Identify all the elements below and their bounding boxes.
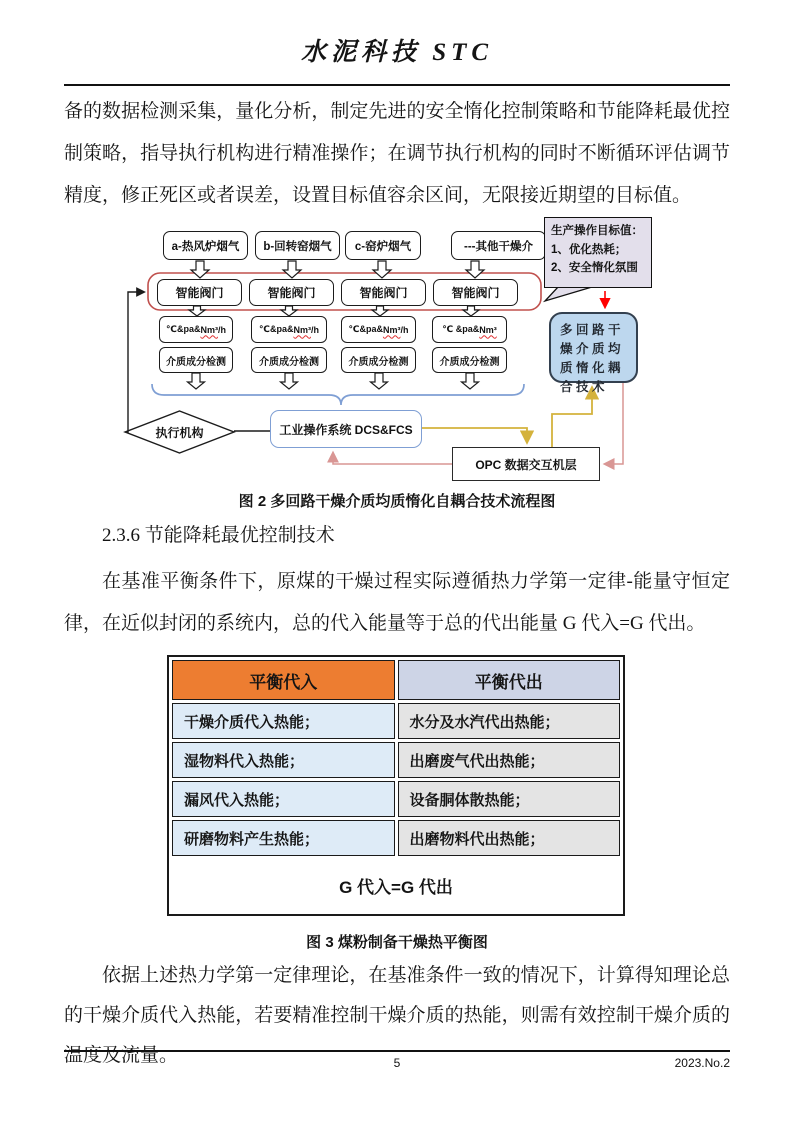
dcs-system-box: 工业操作系统 DCS&FCS [270, 410, 422, 448]
paragraph-2: 在基准平衡条件下，原煤的干燥过程实际遵循热力学第一定律-能量守恒定律，在近似封闭的系统内，总的代入能量等于总的代出能量 G 代入=G 代出。 [64, 571, 730, 634]
sensor-unit-label: /h [310, 324, 319, 335]
smart-valve-box-3: 智能阀门 [341, 279, 426, 306]
table-header-balance-in: 平衡代入 [172, 660, 395, 700]
source-box-rotary-kiln-gas: b-回转窑烟气 [255, 231, 340, 260]
table-cell: 研磨物料产生热能； [172, 820, 395, 856]
sensor-label: ℃&pa& [166, 324, 201, 334]
smart-valve-box-4: 智能阀门 [433, 279, 518, 306]
heat-balance-table [167, 655, 625, 916]
table-cell: 出磨物料代出热能； [398, 820, 621, 856]
sensor-nm-label: Nm³ [479, 324, 497, 335]
page-content [64, 0, 730, 1076]
sensor-box-4 [432, 316, 507, 343]
opc-to-dcs-line [333, 453, 452, 464]
composition-box-4: 介质成分检测 [432, 347, 507, 373]
journal-title: 水泥科技 STC [300, 39, 494, 66]
paragraph-3: 依据上述热力学第一定律理论，在基准条件一致的情况下，计算得知理论总的干燥介质代入热能，若要精准控制干燥介质的热能，则需有效控制干燥介质的温度及流量。 [64, 965, 730, 1066]
sensor-nm-label: Nm³ [293, 324, 311, 335]
sensor-unit-label: /h [400, 324, 409, 335]
table-cell: 干燥介质代入热能； [172, 703, 395, 739]
tech-to-opc-line [605, 383, 623, 464]
table-cell: 出磨废气代出热能； [398, 742, 621, 778]
sensor-box-1 [159, 316, 233, 343]
sensor-label: ℃&pa& [348, 324, 383, 334]
table-header-balance-out: 平衡代出 [398, 660, 621, 700]
header-rule [64, 84, 730, 86]
section-heading: 2.3.6 节能降耗最优控制技术 [102, 525, 335, 546]
figure2-flowchart [64, 217, 730, 485]
sensor-box-2 [251, 316, 327, 343]
composition-box-1: 介质成分检测 [159, 347, 233, 373]
sensor-label: ℃ &pa& [442, 324, 480, 334]
table-cell: 漏风代入热能； [172, 781, 395, 817]
sensor-box-3 [341, 316, 416, 343]
paragraph-1: 备的数据检测采集，量化分析，制定先进的安全惰化控制策略和节能降耗最优控制策略，指导执行机构进行精准操作；在调节执行机构的同时不断循环评估调节精度，修正死区或者误差，设置目标值容余区间，无限接近期望的目标值。 [64, 101, 730, 206]
composition-box-3: 介质成分检测 [341, 347, 416, 373]
actuator-label: 执行机构 [155, 425, 204, 440]
table-cell: 湿物料代入热能； [172, 742, 395, 778]
sensor-unit-label: /h [217, 324, 226, 335]
composition-box-2: 介质成分检测 [251, 347, 327, 373]
source-box-kiln-gas: c-窑炉烟气 [345, 231, 421, 260]
figure3-caption: 图 3 煤粉制备干燥热平衡图 [306, 934, 488, 951]
production-target-callout [544, 217, 652, 288]
dcs-to-opc-line [422, 428, 527, 442]
page-number: 5 [393, 1056, 401, 1070]
issue-number: 2023.No.2 [674, 1056, 730, 1070]
callout-title: 生产操作目标值： [551, 225, 643, 237]
source-box-hot-stove-gas: a-热风炉烟气 [163, 231, 248, 260]
source-box-other-medium: ---其他干燥介 [451, 231, 546, 260]
opc-layer-box: OPC 数据交互机层 [452, 447, 600, 481]
coupling-technology-box: 多回路干燥介质均质惰化耦合技术 [549, 312, 638, 383]
table-cell: 水分及水汽代出热能； [398, 703, 621, 739]
callout-item-1: 1、优化热耗； [551, 243, 627, 256]
sensor-label: ℃&pa& [259, 324, 294, 334]
smart-valve-box-1: 智能阀门 [157, 279, 242, 306]
callout-item-2: 2、安全惰化氛围 [551, 262, 638, 275]
page-footer [64, 1050, 730, 1074]
sensor-nm-label: Nm³ [200, 324, 218, 335]
smart-valve-box-2: 智能阀门 [249, 279, 334, 306]
table-footer-equation: G 代入=G 代出 [172, 859, 620, 911]
sensor-nm-label: Nm³ [382, 324, 401, 335]
figure2-caption: 图 2 多回路干燥介质均质惰化自耦合技术流程图 [238, 493, 556, 510]
table-cell: 设备胴体散热能； [398, 781, 621, 817]
callout-tail [545, 287, 592, 301]
